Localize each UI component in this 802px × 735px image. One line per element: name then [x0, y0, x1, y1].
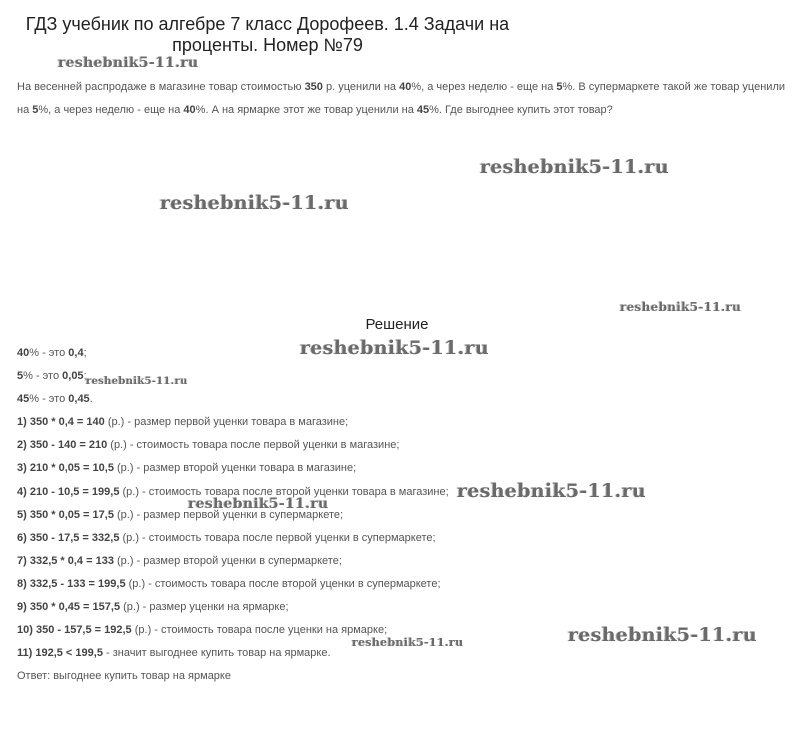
solution-line: 45% - это 0,45.: [17, 393, 93, 405]
task-fragment: %, а через неделю - еще на: [411, 81, 557, 93]
task-number: 5: [556, 81, 563, 93]
task-number: 5: [32, 104, 39, 116]
solution-line: 2) 350 - 140 = 210 (р.) - стоимость товара после первой уценки в магазине;: [17, 439, 400, 451]
solution-line: 4) 210 - 10,5 = 199,5 (р.) - стоимость товара после второй уценки товара в магазине;: [17, 486, 449, 498]
solution-heading: Решение: [365, 316, 429, 333]
task-fragment: %. А на ярмарке этот же товар уценили на: [195, 104, 417, 116]
solution-line: 7) 332,5 * 0,4 = 133 (р.) - размер второй уценки в супермаркете;: [17, 555, 342, 567]
watermark: reshebnik5-11.ru: [188, 496, 329, 512]
solution-line: 10) 350 - 157,5 = 192,5 (р.) - стоимость товара после уценки на ярмарке;: [17, 624, 388, 636]
watermark: reshebnik5-11.ru: [480, 156, 669, 178]
solution-line: 8) 332,5 - 133 = 199,5 (р.) - стоимость товара после второй уценки в супермаркете;: [17, 578, 441, 590]
task-fragment: р. уценили на: [322, 81, 400, 93]
watermark: reshebnik5-11.ru: [300, 337, 489, 359]
solution-line: 3) 210 * 0,05 = 10,5 (р.) - размер второй уценки товара в магазине;: [17, 462, 357, 474]
task-fragment: %, а через неделю - еще на: [38, 104, 184, 116]
solution-line: 1) 350 * 0,4 = 140 (р.) - размер первой уценки товара в магазине;: [17, 416, 349, 428]
answer-line: Ответ: выгоднее купить товар на ярмарке: [17, 670, 231, 682]
watermark: reshebnik5-11.ru: [86, 376, 188, 387]
watermark: reshebnik5-11.ru: [620, 300, 742, 314]
task-number: 40: [183, 104, 196, 116]
page-title: [0, 14, 535, 56]
solution-line: 5) 350 * 0,05 = 17,5 (р.) - размер первой уценки в супермаркете;: [17, 509, 344, 521]
watermark: reshebnik5-11.ru: [457, 480, 646, 502]
solution-line: 6) 350 - 17,5 = 332,5 (р.) - стоимость товара после первой уценки в супермаркете;: [17, 532, 436, 544]
task-fragment: %. Где выгоднее купить этот товар?: [429, 104, 613, 116]
solution-line: 40% - это 0,4;: [17, 347, 87, 359]
solution-line: 9) 350 * 0,45 = 157,5 (р.) - размер уценки на ярмарке;: [17, 601, 289, 613]
task-number: 350: [304, 81, 323, 93]
watermark: reshebnik5-11.ru: [58, 55, 199, 71]
task-number: 45: [416, 104, 430, 116]
page-title-line-2: проценты. Номер №79: [172, 35, 363, 55]
watermark: reshebnik5-11.ru: [352, 636, 464, 649]
task-fragment: %. В супермаркете такой же товар уценили на: [17, 81, 786, 116]
watermark: reshebnik5-11.ru: [568, 624, 757, 646]
solution-line: 5% - это 0,05;: [17, 370, 87, 382]
task-fragment: На весенней распродаже в магазине товар стоимостью: [17, 81, 305, 93]
page-title-line-1: ГДЗ учебник по алгебре 7 класс Дорофеев. 1.4 Задачи на: [25, 14, 510, 34]
solution-line: 11) 192,5 < 199,5 - значит выгоднее купить товар на ярмарке.: [17, 647, 331, 659]
task-text: [17, 76, 792, 122]
watermark: reshebnik5-11.ru: [160, 192, 349, 214]
task-number: 40: [399, 81, 412, 93]
